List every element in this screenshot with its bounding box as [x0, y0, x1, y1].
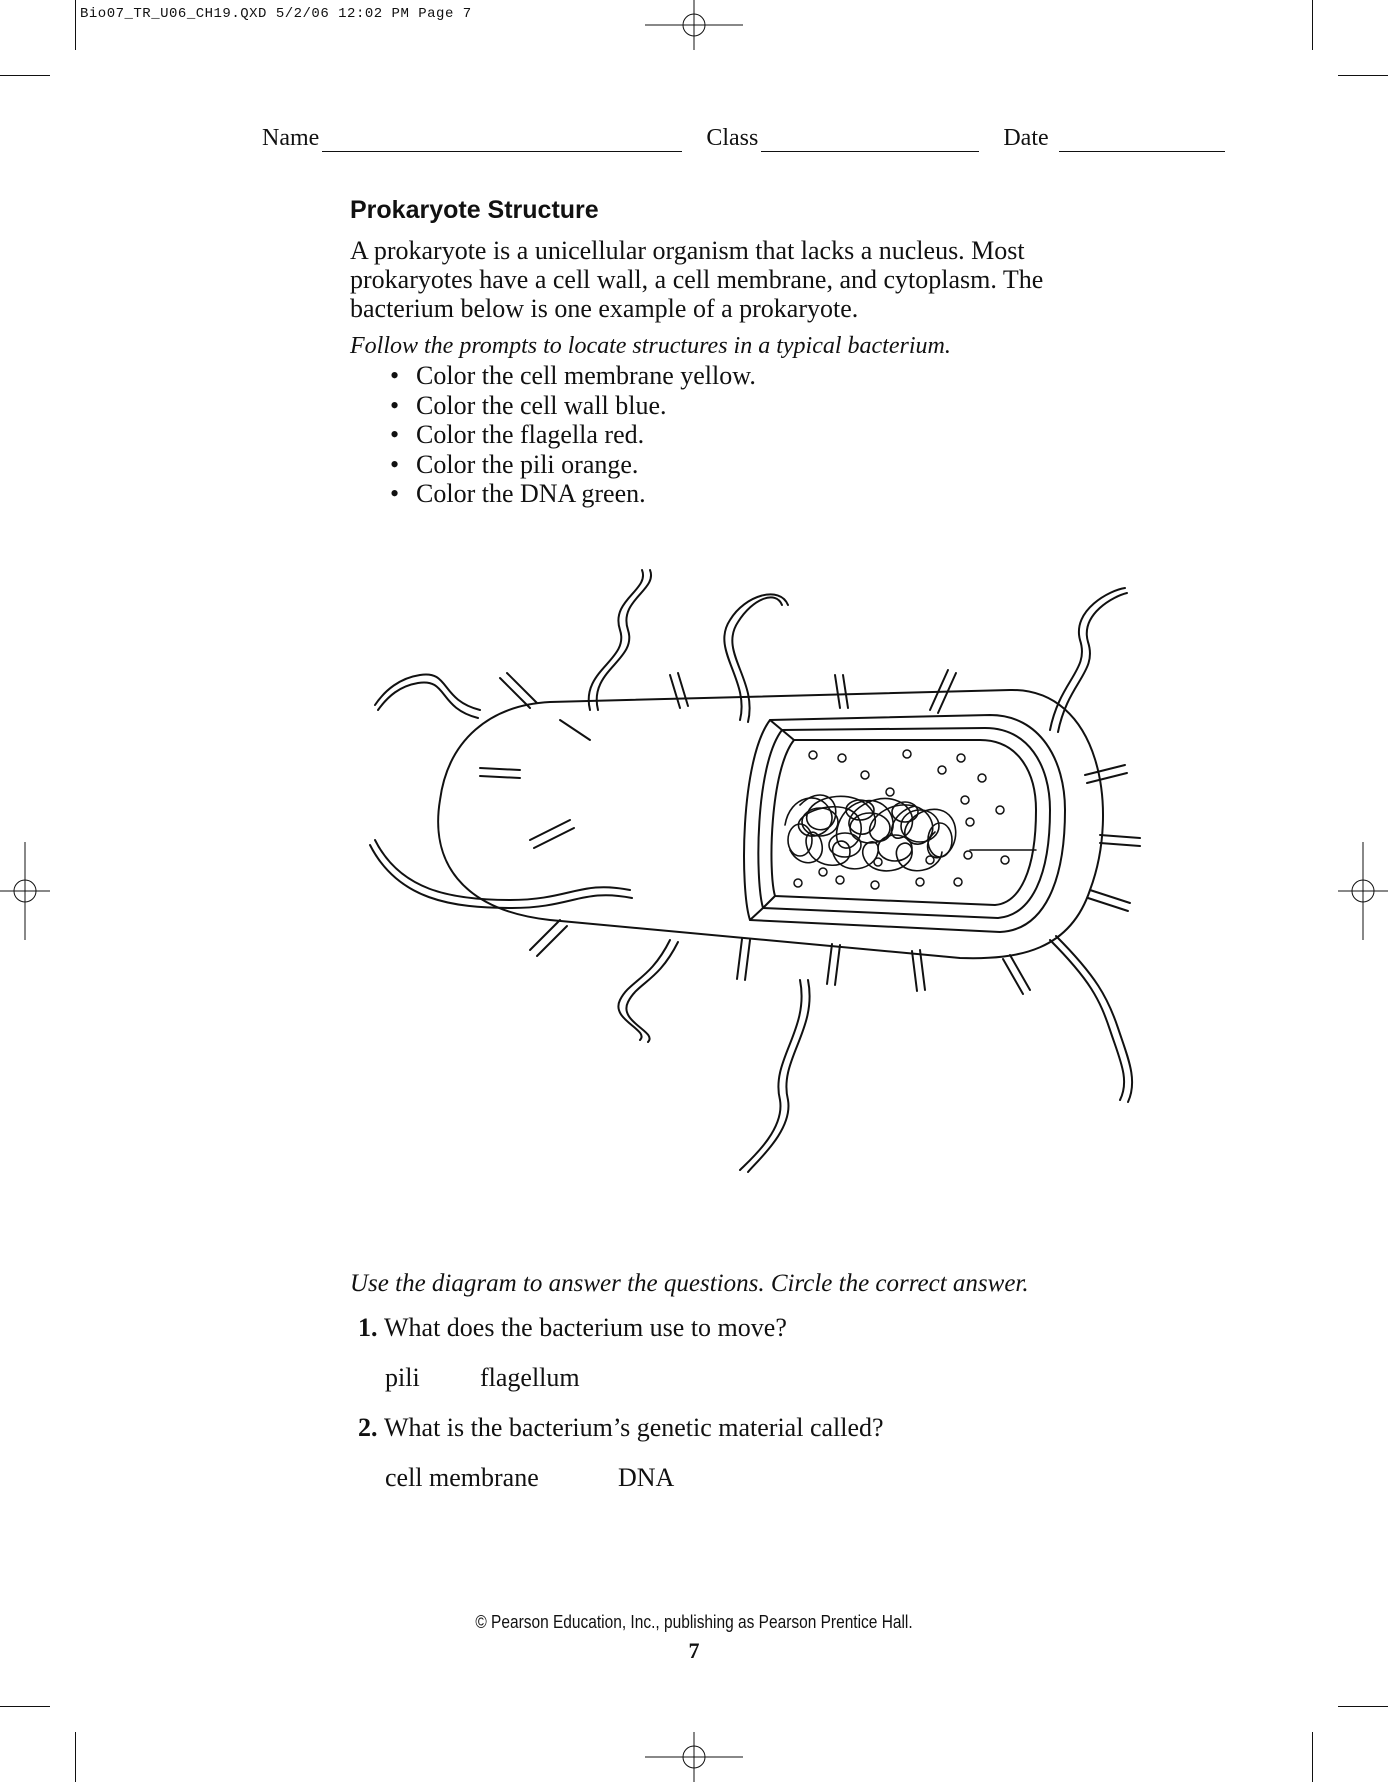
coloring-item: • Color the cell membrane yellow. — [390, 361, 756, 391]
coloring-item: • Color the cell wall blue. — [390, 391, 756, 421]
coloring-list — [390, 361, 756, 509]
coloring-item: • Color the flagella red. — [390, 420, 756, 450]
dna-tangle — [785, 795, 956, 871]
question-number: 2. — [358, 1413, 378, 1442]
copyright-footer: © Pearson Education, Inc., publishing as Pearson Prentice Hall. — [475, 1612, 913, 1632]
date-label: Date — [1003, 125, 1049, 151]
question-2 — [358, 1413, 884, 1443]
question-1-choices — [385, 1363, 580, 1393]
answer-choice[interactable]: cell membrane — [385, 1463, 539, 1492]
file-slug-line: Bio07_TR_U06_CH19.QXD 5/2/06 12:02 PM Page 7 — [80, 6, 472, 22]
question-2-choices — [385, 1463, 674, 1493]
coloring-item: • Color the DNA green. — [390, 479, 756, 509]
answer-choice[interactable]: pili — [385, 1363, 420, 1392]
answer-choice[interactable]: flagellum — [480, 1363, 580, 1392]
date-blank[interactable] — [1059, 129, 1225, 152]
question-text: What is the bacterium’s genetic material called? — [384, 1413, 884, 1442]
intro-line: bacterium below is one example of a prokaryote. — [350, 294, 859, 323]
question-number: 1. — [358, 1313, 378, 1342]
questions-instructions: Use the diagram to answer the questions. Circle the correct answer. — [350, 1270, 1029, 1297]
class-label: Class — [706, 125, 759, 151]
name-blank[interactable] — [322, 129, 682, 152]
question-1 — [358, 1313, 787, 1343]
intro-line: prokaryotes have a cell wall, a cell membrane, and cytoplasm. The — [350, 265, 1044, 294]
coloring-item: • Color the pili orange. — [390, 450, 756, 480]
bacterium-diagram — [330, 560, 1190, 1240]
question-text: What does the bacterium use to move? — [384, 1313, 787, 1342]
page-number: 7 — [688, 1638, 700, 1663]
intro-paragraph — [350, 236, 1170, 323]
page-title: Prokaryote Structure — [350, 196, 599, 224]
intro-line: A prokaryote is a unicellular organism that lacks a nucleus. Most — [350, 236, 1025, 265]
flagella — [370, 570, 1132, 1172]
name-class-date-row — [262, 125, 1242, 152]
answer-choice[interactable]: DNA — [618, 1463, 675, 1492]
name-label: Name — [262, 125, 320, 151]
coloring-instructions: Follow the prompts to locate structures in a typical bacterium. — [350, 333, 951, 359]
class-blank[interactable] — [761, 129, 979, 152]
cell-wall-cutaway — [744, 715, 1065, 932]
